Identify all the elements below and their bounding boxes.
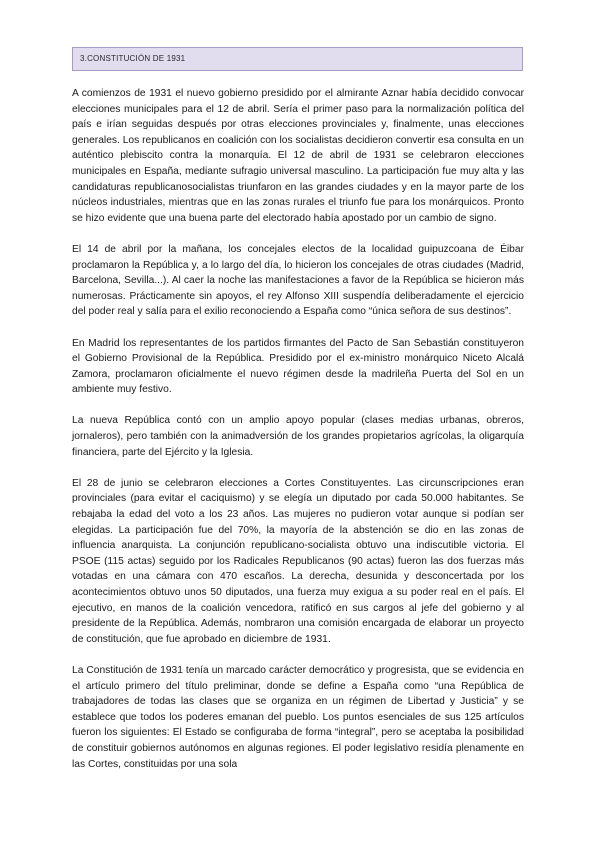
paragraph: La nueva República contó con un amplio apoyo popular (clases medias urbanas, obreros, jornaleros), pero también con la animadversión de los grandes propietarios agrícolas, la oligarquía financiera, parte del Ejército y la Iglesia. (72, 415, 524, 458)
document-body (72, 86, 524, 788)
paragraph: La Constitución de 1931 tenía un marcado carácter democrático y progresista, que se evidencia en el artículo primero del título preliminar, donde se define a España como “una República de trabajadores de todas las clases que se organiza en un régimen de Libertad y Justicia” y se establece que todos los poderes emanan del pueblo. Los puntos esenciales de sus 125 artículos fueron los siguientes: El Estado se configuraba de forma “integral”, pero se aceptaba la posibilidad de constituir gobiernos autónomos en algunas regiones. El poder legislativo residía plenamente en las Cortes, constituidas por una sola (72, 664, 524, 770)
paragraph: El 14 de abril por la mañana, los concejales electos de la localidad guipuzcoana de Éibar proclamaron la República y, a lo largo del día, lo hicieron los concejales de otras ciudades (Madrid, Barcelona, Sevilla...). Al caer la noche las manifestaciones a favor de la República se hicieron más numerosas. Prácticamente sin apoyos, el rey Alfonso XIII suspendía deliberadamente el ejercicio del poder real y salía para el exilio reconociendo a España como “única señora de sus destinos”. (72, 243, 524, 318)
paragraph: A comienzos de 1931 el nuevo gobierno presidido por el almirante Aznar había decidido convocar elecciones municipales para el 12 de abril. Sería el primer paso para la normalización política del país e irían seguidas después por otras elecciones provinciales y, finalmente, unas elecciones generales. Los republicanos en coalición con los socialistas decidieron convertir esa consulta en un auténtico plebiscito contra la monarquía. El 12 de abril de 1931 se celebraron elecciones municipales en España, mediante sufragio universal masculino. La participación fue muy alta y las candidaturas republicanosocialistas triunfaron en las grandes ciudades y en la mayor parte de los núcleos industriales, mientras que en las zonas rurales el triunfo fue para los monárquicos. Pronto se hizo evidente que una buena parte del electorado había apostado por un cambio de signo. (72, 88, 524, 224)
section-title: 3.CONSTITUCIÓN DE 1931 (80, 54, 186, 63)
paragraph: En Madrid los representantes de los partidos firmantes del Pacto de San Sebastián constituyeron el Gobierno Provisional de la República. Presidido por el ex-ministro monárquico Niceto Alcalá Zamora, proclamaron oficialmente el nuevo régimen desde la madrileña Puerta del Sol en un ambiente muy festivo. (72, 337, 524, 396)
section-header (72, 47, 523, 71)
paragraph: El 28 de junio se celebraron elecciones a Cortes Constituyentes. Las circunscripciones eran provinciales (para evitar el caciquismo) y se elegía un diputado por cada 50.000 habitantes. Se rebajaba la edad del voto a los 23 años. Las mujeres no pudieron votar aunque si podían ser elegidas. La participación fue del 70%, la mayoría de la abstención se dio en las zonas de influencia anarquista. La conjunción republicano-socialista obtuvo una indiscutible victoria. El PSOE (115 actas) seguido por los Radicales Republicanos (90 actas) fueron las dos fuerzas más votadas en una cámara con 470 escaños. La derecha, desunida y desconcertada por los acontecimientos obtuvo unos 50 diputados, una fuerza muy exigua a su poder real en el país. El ejecutivo, en manos de la coalición vencedora, ratificó en sus cargos al jefe del gobierno y al presidente de la República. Además, nombraron una comisión encargada de elaborar un proyecto de constitución, que fue aprobado en diciembre de 1931. (72, 477, 524, 645)
